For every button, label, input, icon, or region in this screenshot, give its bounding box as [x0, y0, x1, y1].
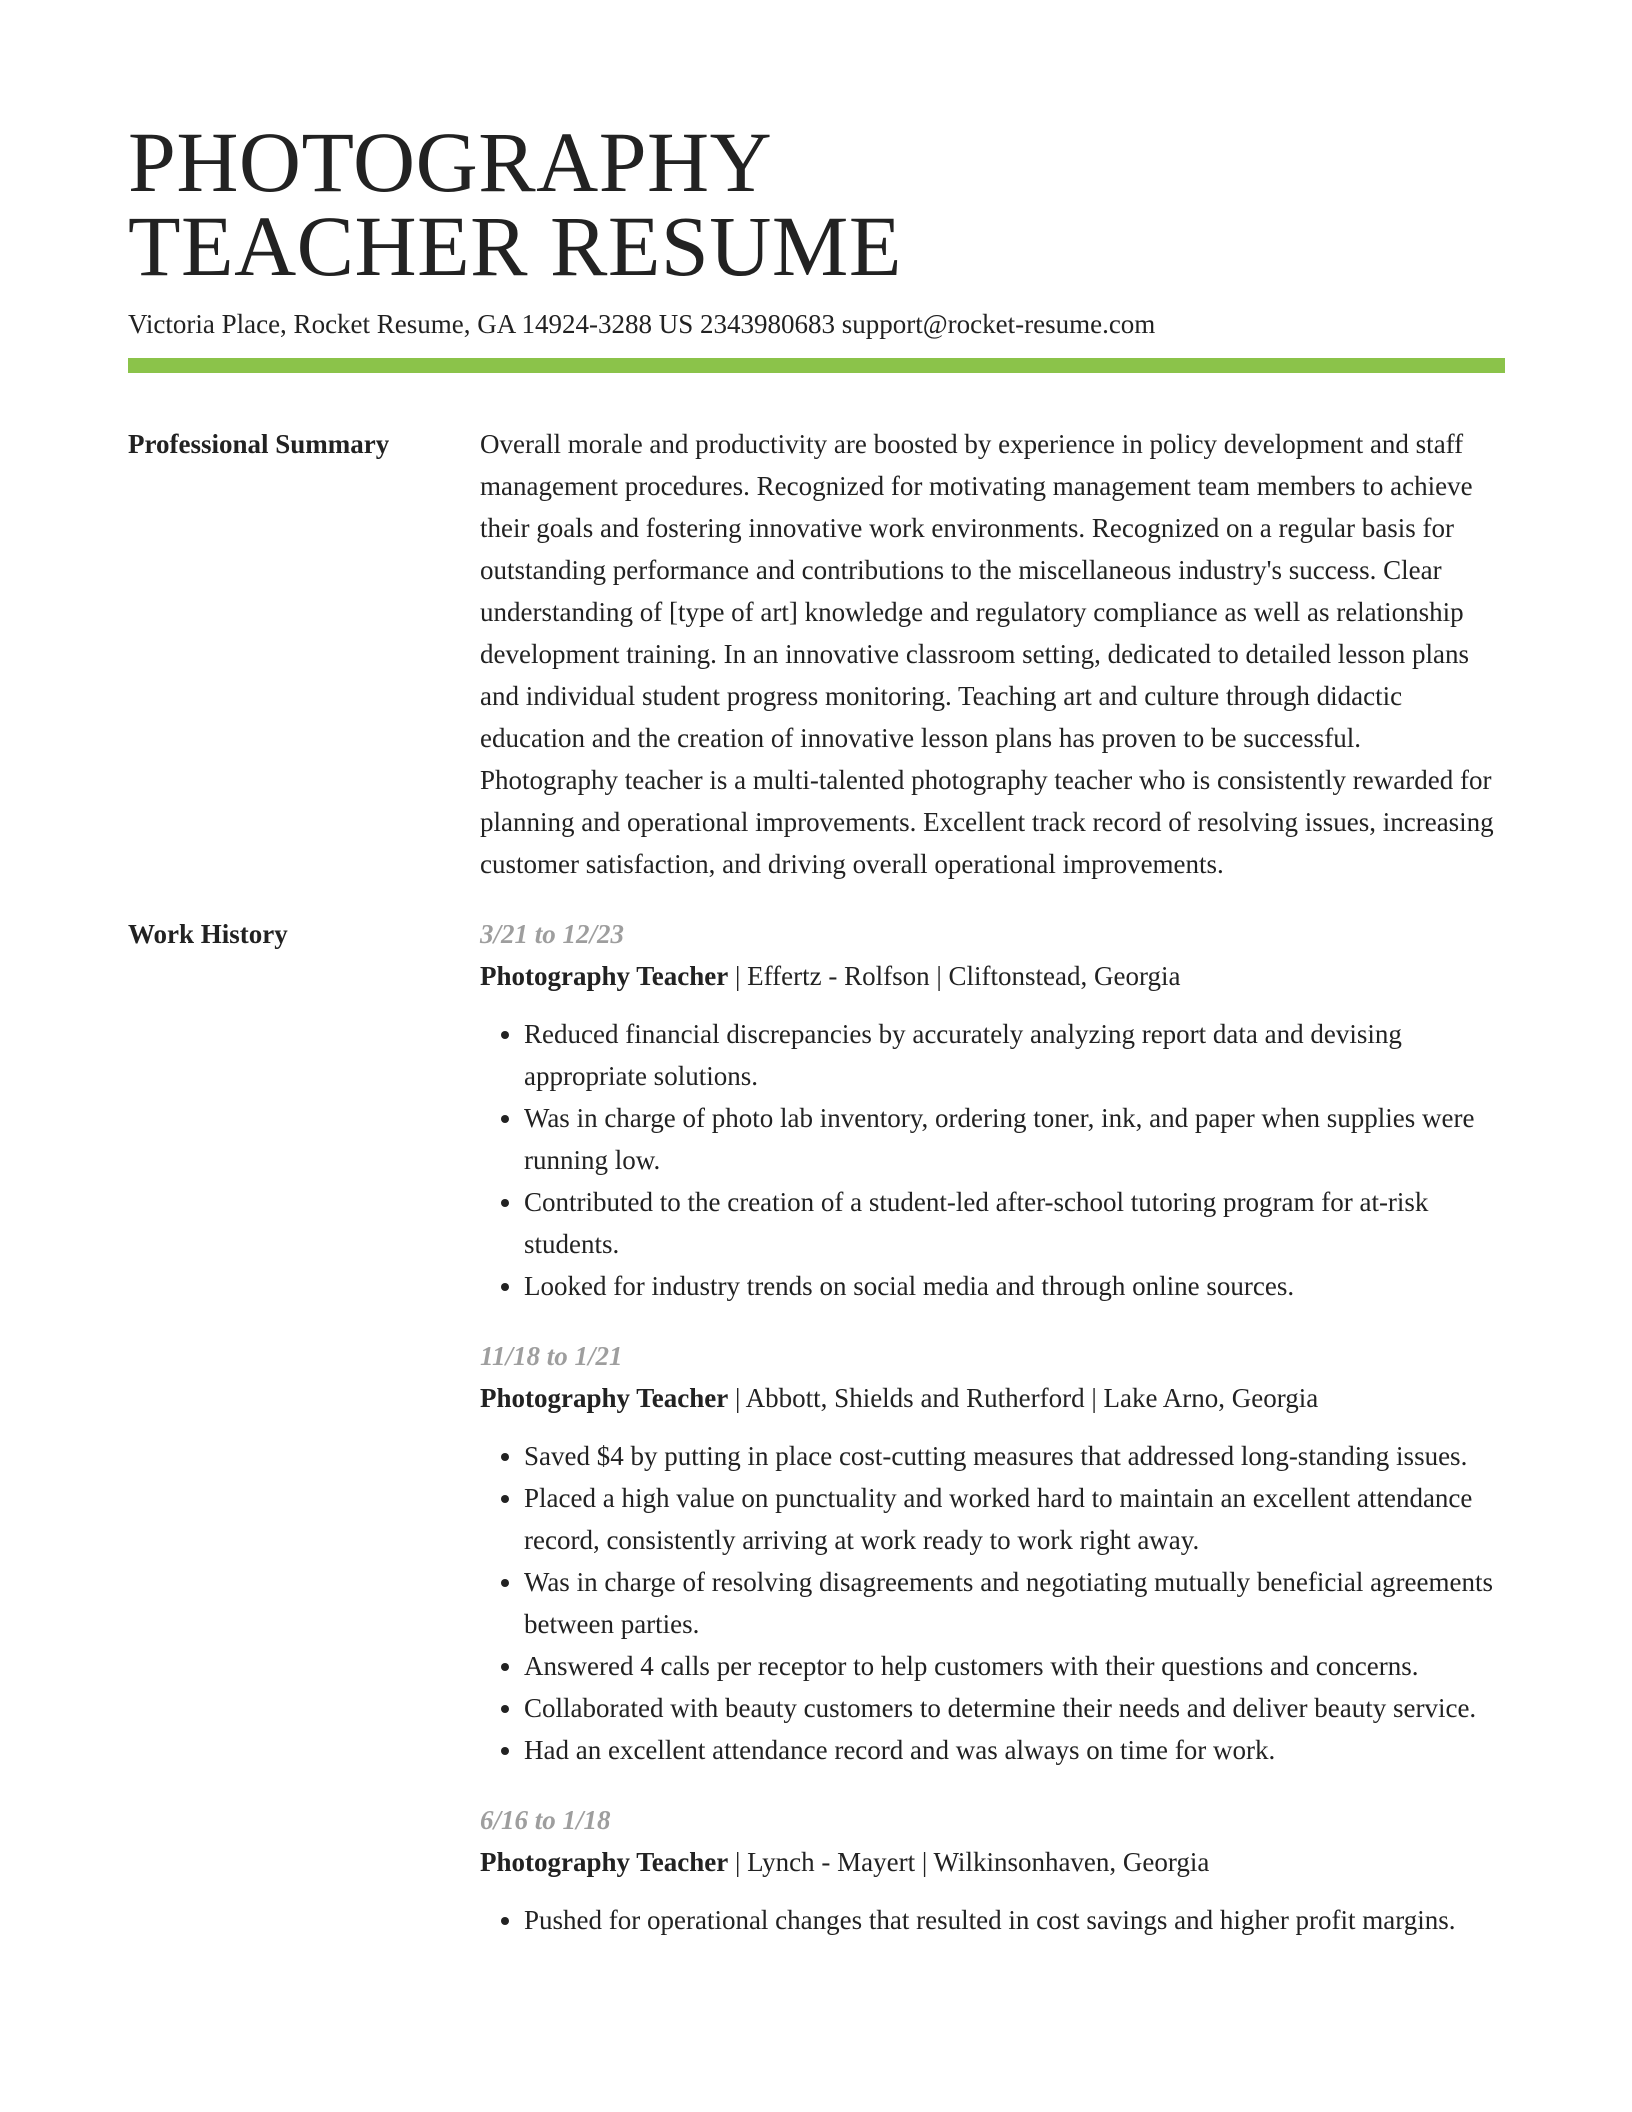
resume-title-line2: TEACHER RESUME — [128, 198, 902, 294]
job-bullet: • Looked for industry trends on social media and through online sources. — [524, 1265, 1505, 1307]
job-dates: 11/18 to 1/21 — [480, 1341, 623, 1371]
job-title-line — [480, 1377, 1505, 1419]
job-bullet: • Was in charge of resolving disagreements and negotiating mutually beneficial agreements between parties. — [524, 1561, 1505, 1645]
summary-text: Overall morale and productivity are boosted by experience in policy development and staff management procedures. Recognized for motivating management team members to achieve their goals and fostering innovative work environments. Recognized on a regular basis for outstanding performance and contributions to the miscellaneous industry's success. Clear understanding of [type of art] knowledge and regulatory compliance as well as relationship development training. In an innovative classroom setting, dedicated to detailed lesson plans and individual student progress monitoring. Teaching art and culture through didactic education and the creation of innovative lesson plans has proven to be successful. Photography teacher is a multi-talented photography teacher who is consistently rewarded for planning and operational improvements. Excellent track record of resolving issues, increasing customer satisfaction, and driving overall operational improvements. — [480, 429, 1494, 879]
job-bullet: • Reduced financial discrepancies by accurately analyzing report data and devising appropriate solutions. — [524, 1013, 1505, 1097]
job-bullets — [480, 1435, 1505, 1771]
job-bullet: • Placed a high value on punctuality and worked hard to maintain an excellent attendance record, consistently arriving at work ready to work right away. — [524, 1477, 1505, 1561]
resume-title — [128, 114, 1505, 294]
job-title: Photography Teacher — [480, 961, 729, 991]
job-bullet: • Contributed to the creation of a student-led after-school tutoring program for at-risk students. — [524, 1181, 1505, 1265]
section-label-summary: Professional Summary — [128, 429, 390, 459]
contact-info: Victoria Place, Rocket Resume, GA 14924-3288 US 2343980683 support@rocket-resume.com — [128, 309, 1156, 339]
job-bullet: • Had an excellent attendance record and was always on time for work. — [524, 1729, 1505, 1771]
job-title: Photography Teacher — [480, 1847, 729, 1877]
resume-page — [128, 114, 1505, 1969]
job-entry — [480, 913, 1505, 1307]
section-label-work-history: Work History — [128, 919, 288, 949]
job-title-line — [480, 955, 1505, 997]
accent-divider — [128, 358, 1505, 373]
job-dates: 6/16 to 1/18 — [480, 1805, 611, 1835]
work-history-section — [128, 913, 1505, 1969]
job-bullet: • Answered 4 calls per receptor to help customers with their questions and concerns. — [524, 1645, 1505, 1687]
job-entry — [480, 1335, 1505, 1771]
job-details: | Effertz - Rolfson | Cliftonstead, Georgia — [728, 961, 1181, 991]
job-bullets — [480, 1899, 1505, 1941]
professional-summary-section — [128, 423, 1505, 885]
job-bullet: • Saved $4 by putting in place cost-cutting measures that addressed long-standing issues. — [524, 1435, 1505, 1477]
job-title-line — [480, 1841, 1505, 1883]
job-details: | Lynch - Mayert | Wilkinsonhaven, Georgia — [728, 1847, 1210, 1877]
job-bullets — [480, 1013, 1505, 1307]
job-dates: 3/21 to 12/23 — [480, 919, 625, 949]
job-details: | Abbott, Shields and Rutherford | Lake Arno, Georgia — [728, 1383, 1319, 1413]
job-bullet: • Pushed for operational changes that resulted in cost savings and higher profit margins. — [524, 1899, 1505, 1941]
job-entry — [480, 1799, 1505, 1941]
job-bullet: • Collaborated with beauty customers to determine their needs and deliver beauty service. — [524, 1687, 1505, 1729]
resume-title-line1: PHOTOGRAPHY — [128, 114, 773, 210]
work-history-list — [480, 913, 1505, 1969]
job-title: Photography Teacher — [480, 1383, 729, 1413]
job-bullet: • Was in charge of photo lab inventory, ordering toner, ink, and paper when supplies were running low. — [524, 1097, 1505, 1181]
